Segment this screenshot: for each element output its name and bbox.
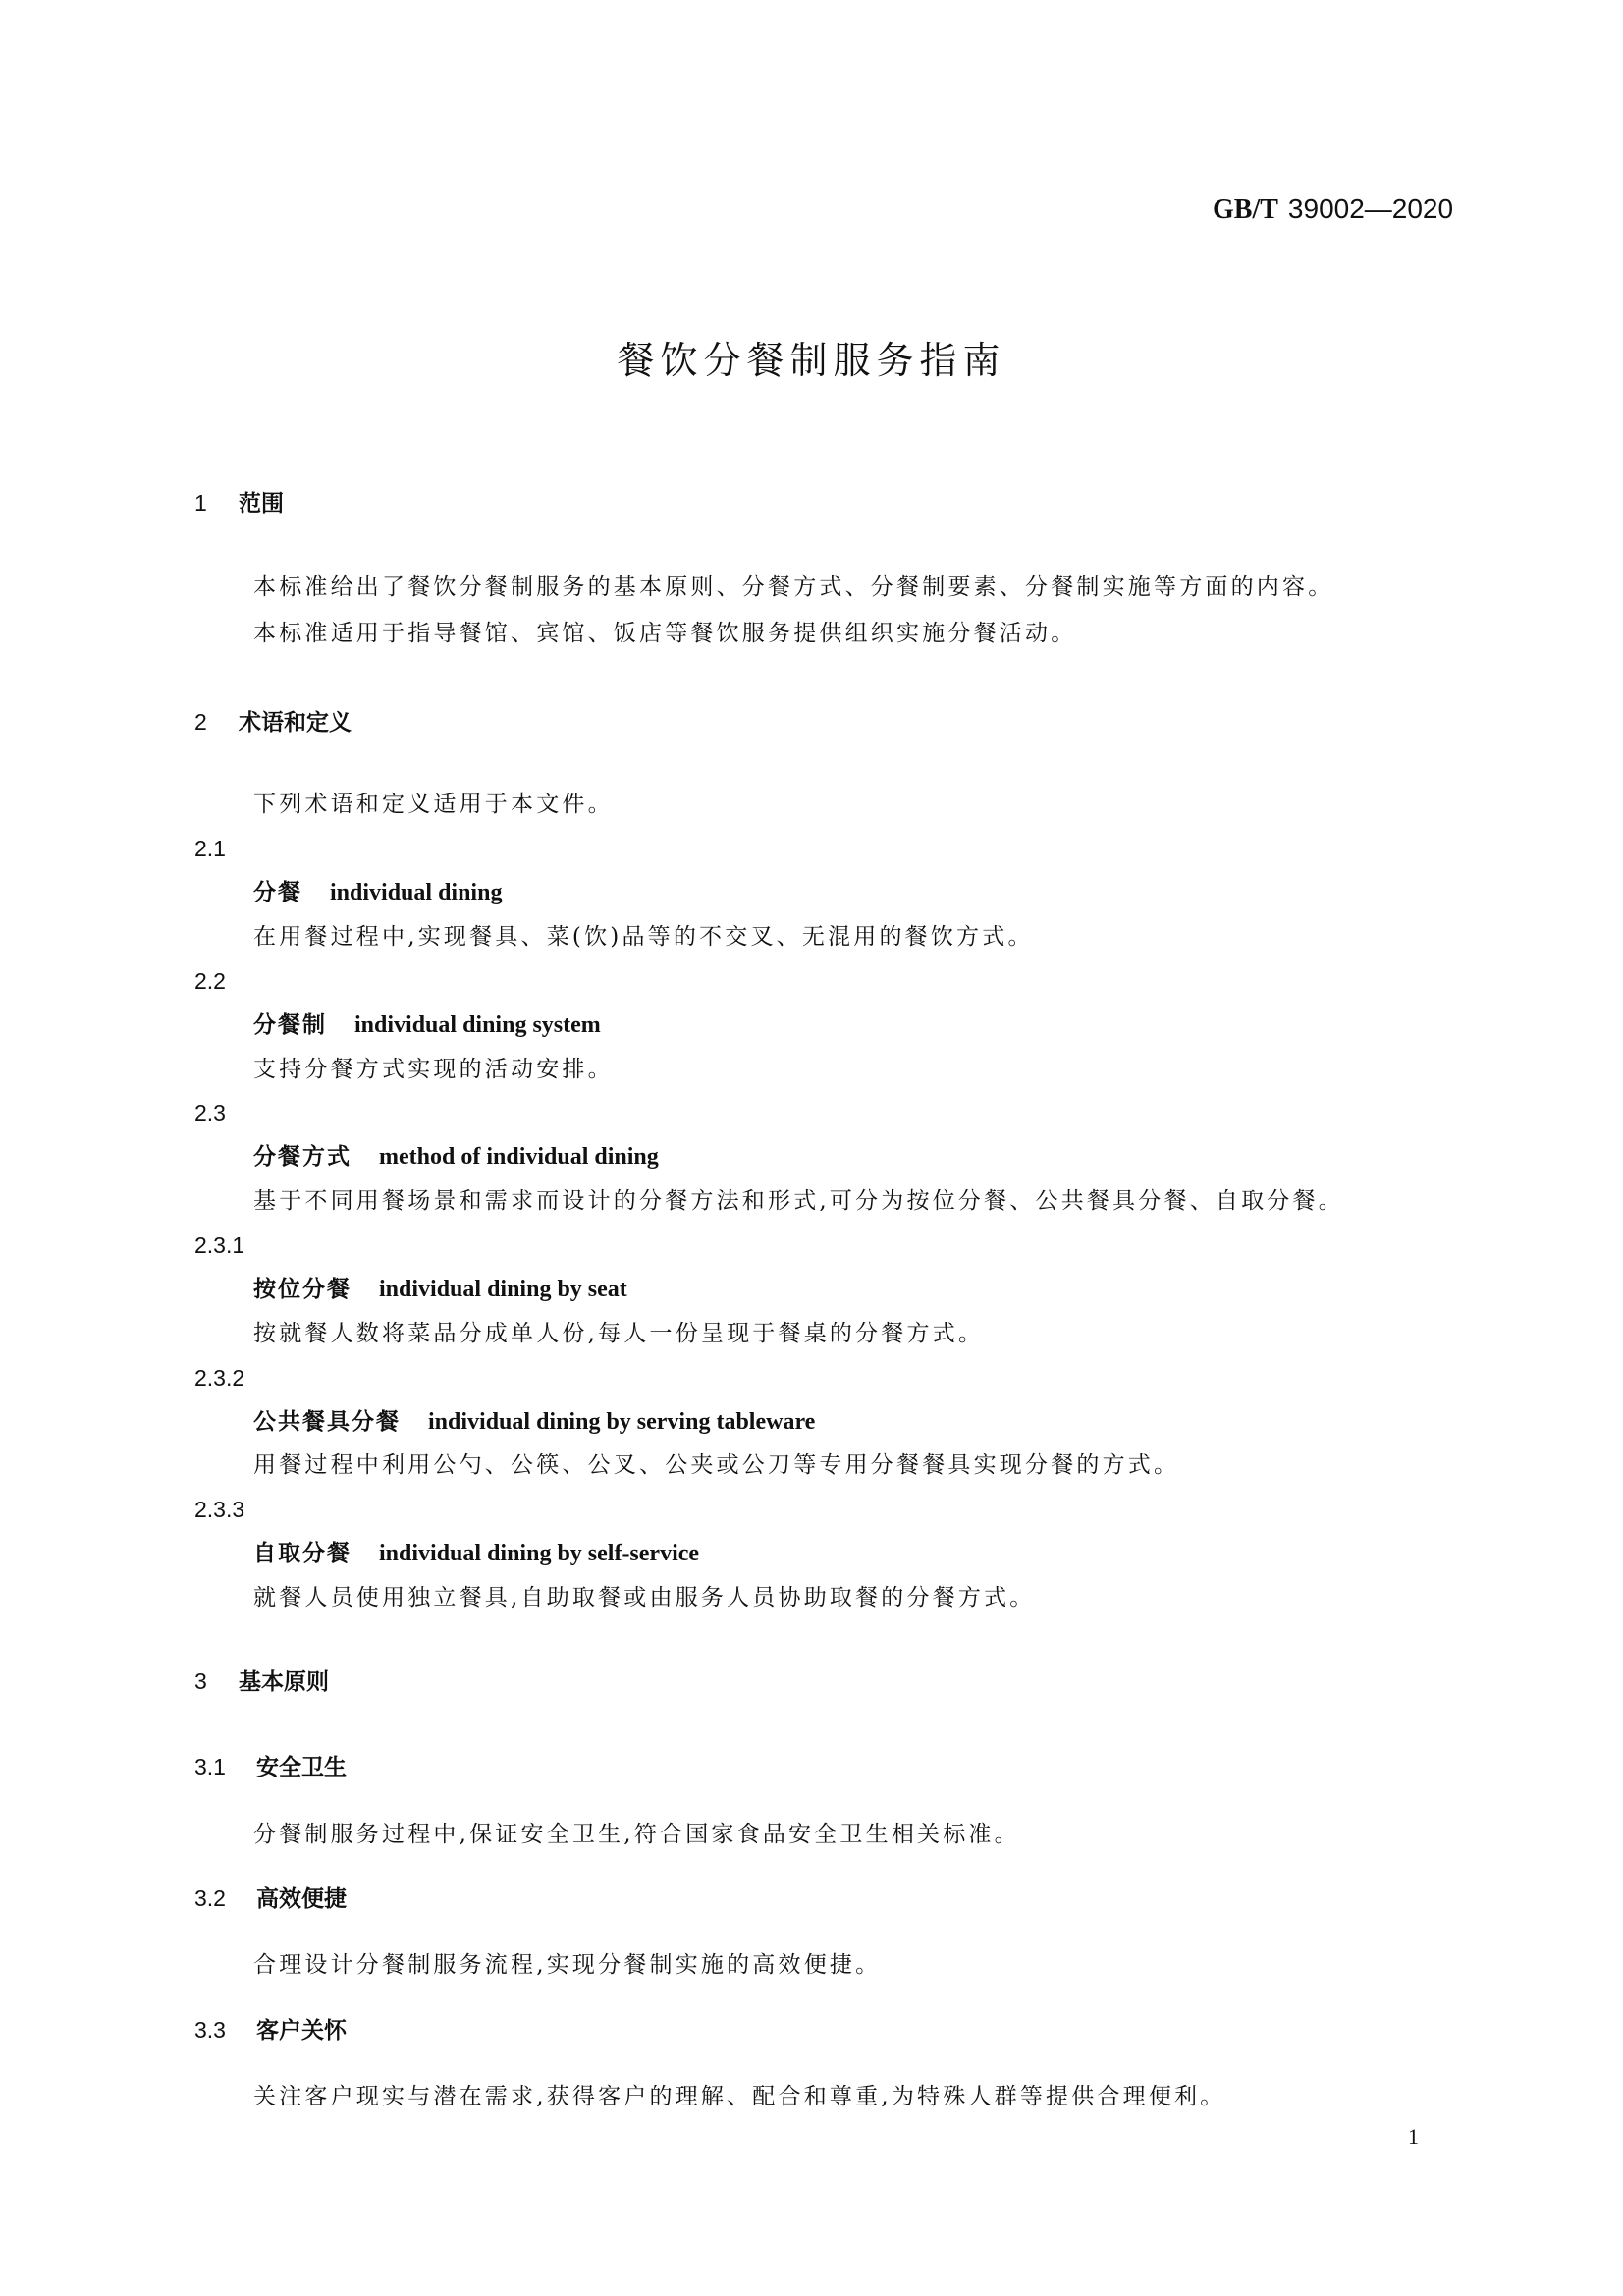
section-title: 范围 [239, 491, 284, 517]
paragraph: 分餐制服务过程中,保证安全卫生,符合国家食品安全卫生相关标准。 [253, 1822, 1020, 1847]
section-number: 3 [194, 1668, 207, 1694]
term-zh: 分餐方式 [253, 1144, 352, 1170]
term-number: 2.3 [194, 1100, 226, 1125]
term-number: 2.1 [194, 836, 226, 861]
section-number: 2 [194, 709, 207, 735]
term-en: individual dining by seat [379, 1277, 627, 1302]
term-definition: 基于不同用餐场景和需求而设计的分餐方法和形式,可分为按位分餐、公共餐具分餐、自取分餐。 [253, 1188, 1344, 1214]
paragraph: 本标准适用于指导餐馆、宾馆、饭店等餐饮服务提供组织实施分餐活动。 [253, 621, 1077, 646]
term-heading [253, 1407, 815, 1437]
paragraph: 关注客户现实与潜在需求,获得客户的理解、配合和尊重,为特殊人群等提供合理便利。 [253, 2084, 1226, 2109]
term-number: 2.3.2 [194, 1365, 245, 1391]
section-title: 术语和定义 [239, 710, 352, 736]
subsection-title: 客户关怀 [256, 2018, 347, 2044]
term-zh: 分餐制 [253, 1012, 327, 1038]
term-en: individual dining system [354, 1012, 601, 1038]
term-definition: 按就餐人数将菜品分成单人份,每人一份呈现于餐桌的分餐方式。 [253, 1321, 985, 1346]
standard-code: 39002—2020 [1287, 193, 1454, 224]
subsection-number: 3.1 [194, 1754, 226, 1779]
term-definition: 在用餐过程中,实现餐具、菜(饮)品等的不交叉、无混用的餐饮方式。 [253, 924, 1034, 950]
term-heading [253, 1539, 699, 1568]
standard-number [1213, 192, 1453, 227]
subsection-3-2-heading [194, 1884, 347, 1914]
term-en: method of individual dining [379, 1144, 659, 1170]
section-3-heading [194, 1667, 329, 1697]
section-1-heading [194, 488, 284, 519]
term-definition: 支持分餐方式实现的活动安排。 [253, 1057, 614, 1082]
standard-prefix: GB/T [1213, 194, 1278, 225]
term-number: 2.2 [194, 968, 226, 994]
term-definition: 用餐过程中利用公勺、公筷、公叉、公夹或公刀等专用分餐餐具实现分餐的方式。 [253, 1452, 1180, 1478]
subsection-title: 安全卫生 [256, 1755, 347, 1780]
subsection-3-1-heading [194, 1752, 347, 1782]
paragraph: 合理设计分餐制服务流程,实现分餐制实施的高效便捷。 [253, 1952, 882, 1978]
page-number: 1 [1408, 2124, 1419, 2149]
section-title: 基本原则 [239, 1669, 329, 1695]
term-heading [253, 1275, 627, 1304]
term-number: 2.3.1 [194, 1232, 245, 1258]
term-heading [253, 1142, 659, 1172]
term-zh: 分餐 [253, 880, 302, 905]
subsection-title: 高效便捷 [256, 1886, 347, 1912]
term-heading [253, 878, 502, 907]
section-2-heading [194, 707, 352, 738]
term-en: individual dining by self-service [379, 1541, 700, 1566]
term-number: 2.3.3 [194, 1497, 245, 1522]
subsection-number: 3.2 [194, 1886, 226, 1911]
subsection-3-3-heading [194, 2015, 347, 2046]
document-title: 餐饮分餐制服务指南 [617, 339, 1006, 382]
term-zh: 按位分餐 [253, 1277, 352, 1302]
paragraph: 本标准给出了餐饮分餐制服务的基本原则、分餐方式、分餐制要素、分餐制实施等方面的内容。 [253, 574, 1334, 600]
term-zh: 自取分餐 [253, 1541, 352, 1566]
term-en: individual dining by serving tableware [428, 1409, 816, 1435]
term-zh: 公共餐具分餐 [253, 1409, 401, 1435]
section-number: 1 [194, 490, 207, 516]
paragraph: 下列术语和定义适用于本文件。 [253, 792, 614, 817]
term-heading [253, 1011, 601, 1040]
term-definition: 就餐人员使用独立餐具,自助取餐或由服务人员协助取餐的分餐方式。 [253, 1585, 1036, 1611]
term-en: individual dining [330, 880, 503, 905]
subsection-number: 3.3 [194, 2017, 226, 2043]
